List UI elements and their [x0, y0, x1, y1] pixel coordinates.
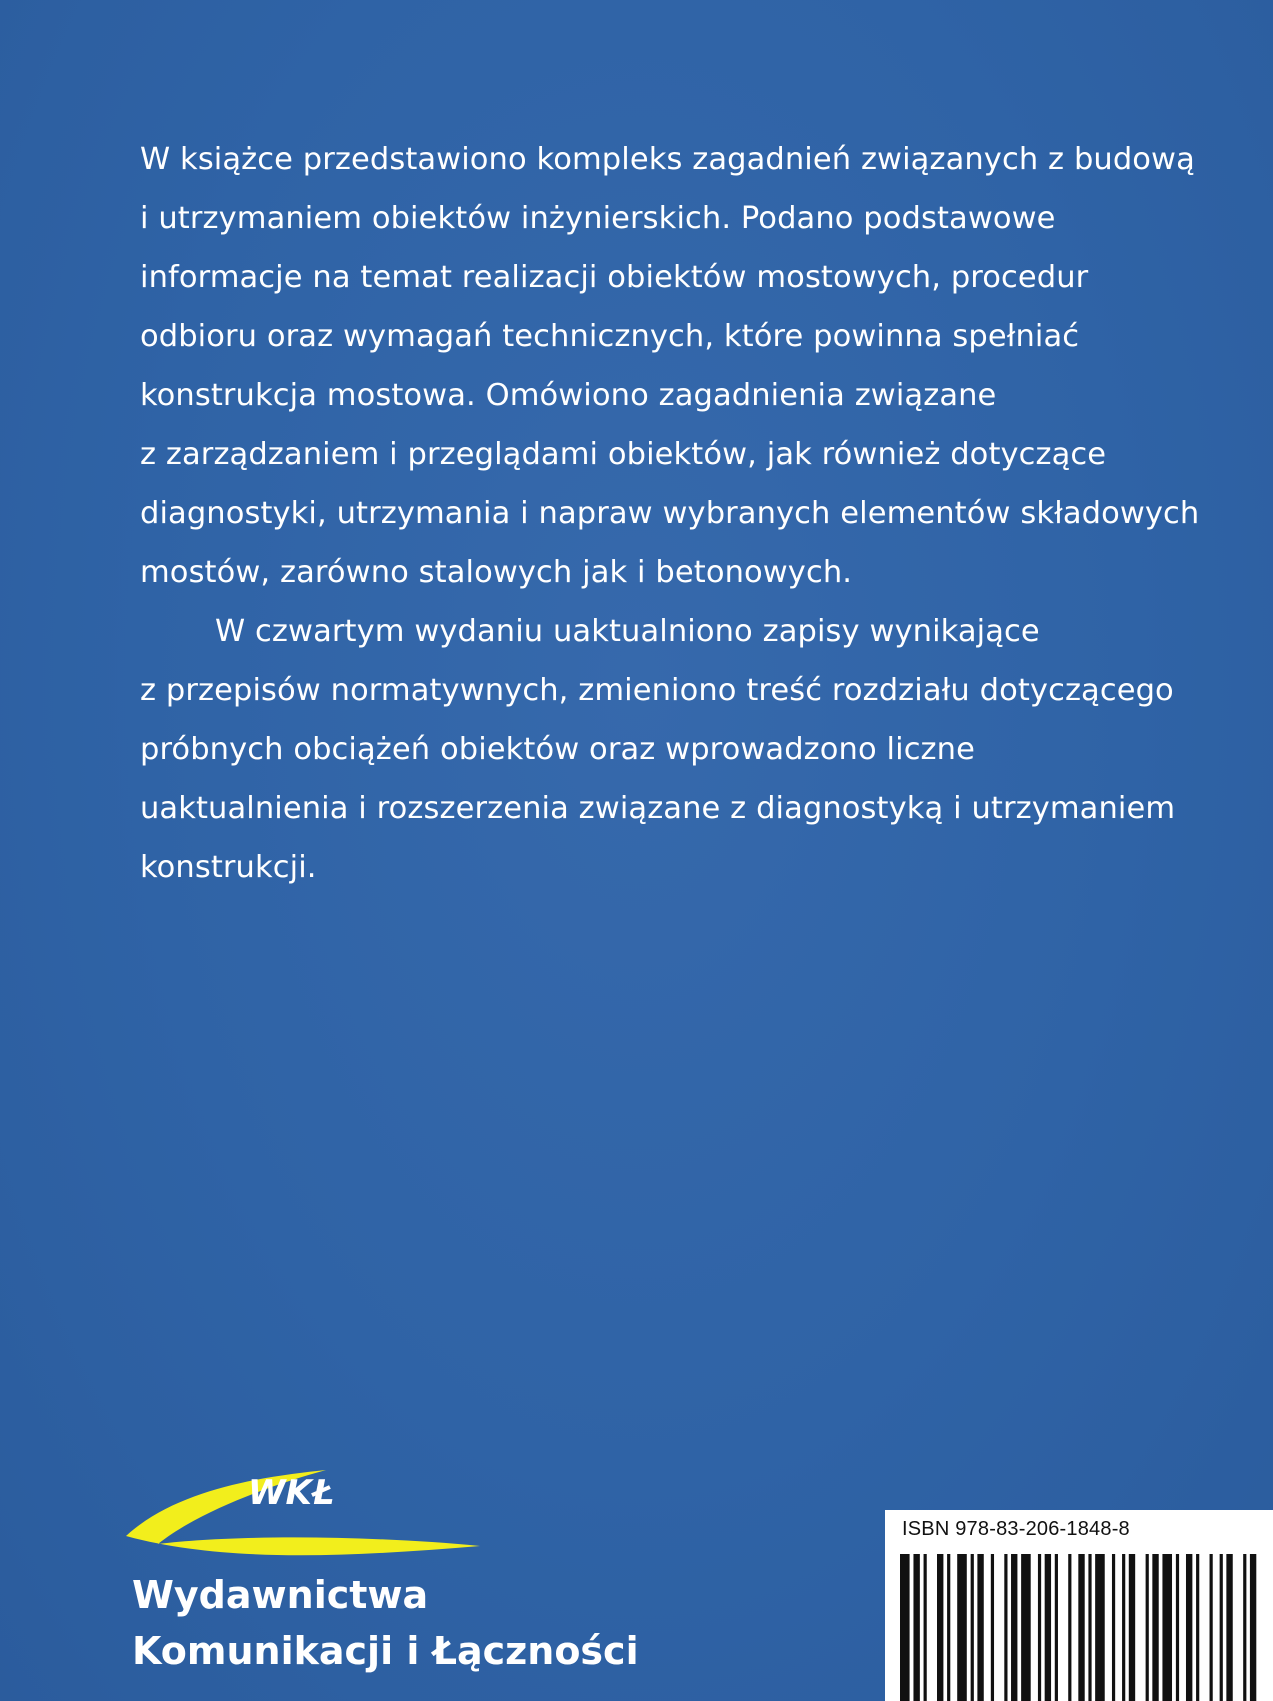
blurb-line: W książce przedstawiono kompleks zagadnień związanych z budową [140, 142, 1195, 177]
isbn-barcode-box [885, 1510, 1273, 1701]
barcode-bar [991, 1554, 994, 1701]
barcode-bar [1122, 1554, 1125, 1701]
blurb-line: konstrukcja mostowa. Omówiono zagadnienia związane [140, 378, 997, 413]
barcode-bar [1220, 1554, 1223, 1701]
barcode-bar [1146, 1554, 1149, 1701]
barcode-bar [1162, 1554, 1172, 1701]
barcode-bar [957, 1554, 967, 1701]
logo-text: WKŁ [248, 1473, 335, 1513]
barcode-bar [1176, 1554, 1179, 1701]
blurb-line: próbnych obciążeń obiektów oraz wprowadzono liczne [140, 732, 975, 767]
blurb-line: diagnostyki, utrzymania i napraw wybranych elementów składowych [140, 496, 1200, 531]
barcode-bar [1011, 1554, 1017, 1701]
barcode-bar [1196, 1554, 1199, 1701]
barcode-bar [913, 1554, 919, 1701]
barcode-bar [937, 1554, 943, 1701]
wkl-logo [118, 1460, 483, 1565]
barcode-bar [1112, 1554, 1115, 1701]
barcode-bar [947, 1554, 950, 1701]
barcode-bar [1021, 1554, 1031, 1701]
barcode-bar [1152, 1554, 1158, 1701]
barcode-bar [1088, 1554, 1091, 1701]
barcode-bar [1055, 1554, 1058, 1701]
barcode-bar [971, 1554, 974, 1701]
barcode-icon [900, 1554, 1260, 1701]
barcode-bar [1186, 1554, 1192, 1701]
isbn-number: ISBN 978-83-206-1848-8 [902, 1518, 1130, 1540]
barcode-bar [1095, 1554, 1105, 1701]
blurb-line: z przepisów normatywnych, zmieniono treść rozdziału dotyczącego [140, 673, 1174, 708]
barcode-bar [900, 1554, 910, 1701]
barcode-bar [1250, 1554, 1256, 1701]
barcode-bar [1004, 1554, 1007, 1701]
barcode-bar [1078, 1554, 1084, 1701]
barcode-bar [1210, 1554, 1213, 1701]
blurb-line: mostów, zarówno stalowych jak i betonowych. [140, 555, 853, 590]
blurb-line: i utrzymaniem obiektów inżynierskich. Podano podstawowe [140, 201, 1056, 236]
barcode-bar [1038, 1554, 1041, 1701]
barcode-bar [1226, 1554, 1232, 1701]
blurb-line: z zarządzaniem i przeglądami obiektów, jak również dotyczące [140, 437, 1107, 472]
blurb-line: uaktualnienia i rozszerzenia związane z diagnostyką i utrzymaniem [140, 791, 1176, 826]
publisher-line-1: Wydawnictwa [132, 1573, 429, 1617]
barcode-bar [1129, 1554, 1135, 1701]
blurb-line: informacje na temat realizacji obiektów mostowych, procedur [140, 260, 1089, 295]
barcode-bar [1045, 1554, 1051, 1701]
blurb-line: odbioru oraz wymagań technicznych, które powinna spełniać [140, 319, 1080, 354]
barcode-bar [1068, 1554, 1071, 1701]
publisher-line-2: Komunikacji i Łączności [132, 1629, 639, 1673]
blurb-line: konstrukcji. [140, 850, 317, 885]
blurb-text [140, 130, 1260, 897]
barcode-bar [977, 1554, 983, 1701]
publisher-name [132, 1567, 639, 1679]
barcode-bar [1243, 1554, 1246, 1701]
blurb-line: W czwartym wydaniu uaktualniono zapisy wynikające [215, 614, 1040, 649]
wkl-swoosh-icon [118, 1460, 483, 1565]
barcode-bar [924, 1554, 927, 1701]
